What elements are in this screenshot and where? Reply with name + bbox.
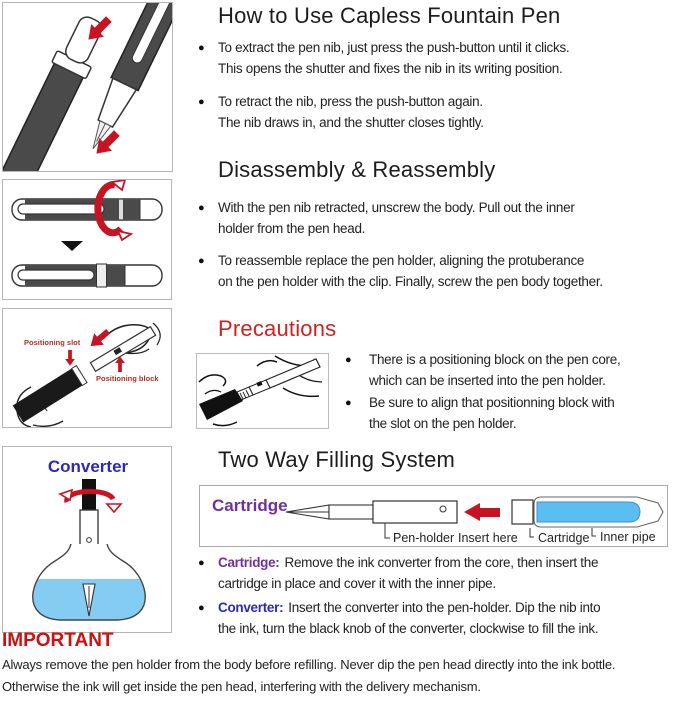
insert-here-arrow-icon	[464, 503, 500, 521]
positioning-illustration	[2, 308, 172, 428]
cartridge-diagram-title: Cartridge	[212, 496, 288, 515]
cartridge-cap-drawing	[512, 500, 533, 524]
hand-insert-drawing	[197, 354, 328, 428]
important-line-2: Otherwise the ink will get inside the pen head, interfering with the delivery mechanism.	[2, 679, 481, 694]
cartridge-diagram	[199, 485, 668, 547]
converter-illustration-label: Converter	[47, 457, 129, 476]
unscrew-illustration	[2, 179, 172, 300]
press-button-illustration	[2, 2, 173, 172]
converter-illustration	[2, 446, 172, 633]
how-to-use-heading: How to Use Capless Fountain Pen	[218, 3, 561, 28]
precautions-heading: Precautions	[218, 316, 337, 341]
converter-knob	[82, 479, 96, 510]
unscrew-drawing	[3, 180, 171, 299]
hand-insert-illustration	[196, 353, 329, 429]
cartridge-diagram-drawing	[200, 486, 667, 546]
insert-here-label: Insert here	[458, 531, 518, 545]
disassembly-heading: Disassembly & Reassembly	[218, 157, 496, 182]
precautions-bullet-1: ● There is a positioning block on the pen core, which can be inserted into the pen holder.	[343, 349, 620, 391]
press-button-drawing	[3, 3, 172, 171]
two-way-bullet-converter: ● Converter: Insert the converter into the pen-holder. Dip the nib into the ink, turn the black knob of the converter, clockwise to fill the ink.	[196, 597, 600, 639]
slot-pointer-arrow-icon	[65, 350, 75, 366]
how-to-use-bullet-2: ● To retract the nib, press the push-button again. The nib draws in, and the shutter closes tightly.	[196, 91, 484, 133]
important-heading: IMPORTANT	[2, 630, 114, 651]
cartridge-label: Cartridge	[538, 531, 590, 545]
positioning-drawing	[3, 309, 171, 427]
assembled-pen	[12, 199, 162, 220]
inner-pipe-label: Inner pipe	[600, 530, 656, 544]
converter-drawing	[3, 447, 171, 632]
how-to-use-bullet-1: ● To extract the pen nib, just press the push-button until it clicks. This opens the shutter and fixes the nib in its writing position.	[196, 37, 569, 79]
precautions-bullet-2: ● Be sure to align that positionning block with the slot on the pen holder.	[343, 392, 614, 434]
down-triangle-icon	[61, 241, 83, 251]
two-way-bullet-cartridge: ● Cartridge: Remove the ink converter from the core, then insert the cartridge in place and cover it with the inner pipe.	[196, 552, 598, 594]
converter-lead: Converter:	[218, 600, 284, 615]
cartridge-drawing	[537, 502, 640, 522]
positioning-block-label: Positioning block	[96, 374, 159, 383]
positioning-slot-label: Positioning slot	[24, 338, 81, 347]
disassembly-bullet-1: ● With the pen nib retracted, unscrew the body. Pull out the inner holder from the pen head.	[196, 197, 575, 239]
pen-holder-label: Pen-holder	[393, 531, 455, 545]
important-line-1: Always remove the pen holder from the body before refilling. Never dip the pen head directly into the ink bottle.	[2, 657, 616, 672]
thumb-outline	[199, 375, 226, 386]
disassembly-bullet-2: ● To reassemble replace the pen holder, aligning the protuberance on the pen holder with the clip. Finally, screw the pen body together.	[196, 250, 603, 292]
separated-pen	[12, 264, 162, 287]
rotate-arrow-tail	[118, 231, 131, 240]
two-way-heading: Two Way Filling System	[218, 447, 456, 472]
pen-holder-part	[13, 369, 83, 423]
cartridge-lead: Cartridge:	[218, 555, 280, 570]
